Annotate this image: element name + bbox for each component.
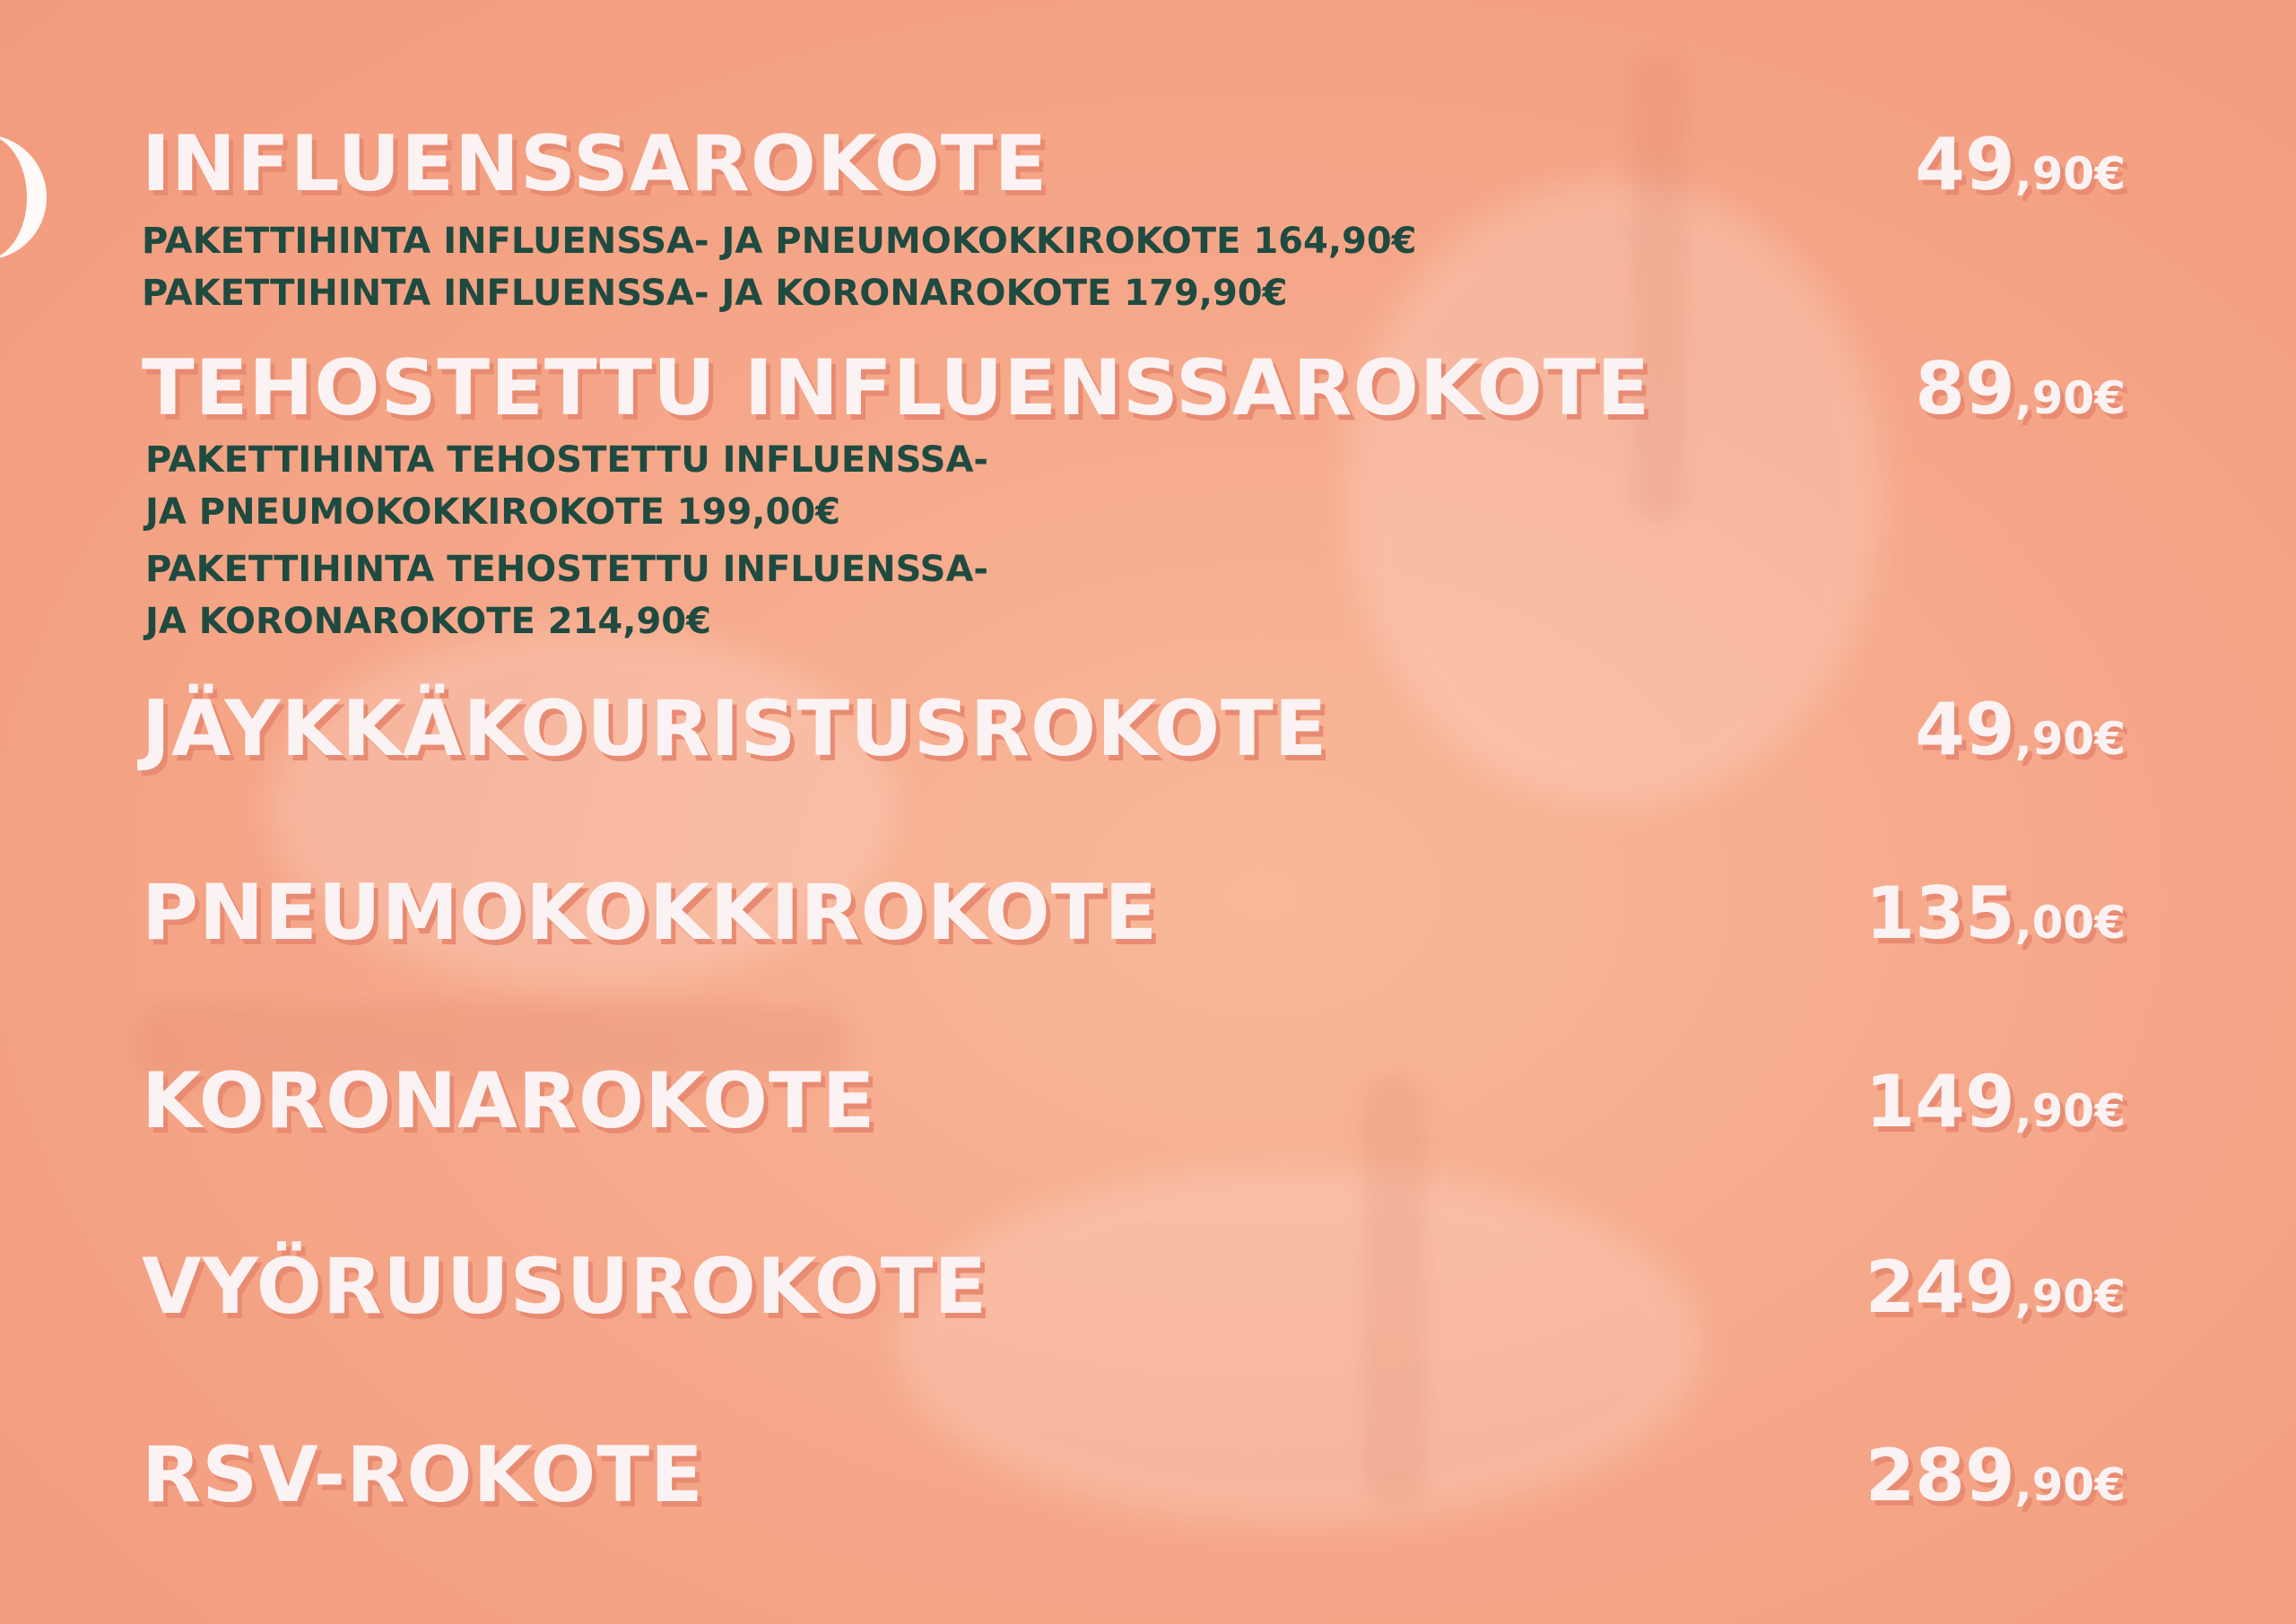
item-title: INFLUENSSAROKOTE — [142, 119, 1048, 209]
background-blur — [897, 1166, 1704, 1524]
item-price: 249,90€ — [1865, 1246, 2126, 1329]
logo-arc — [0, 135, 47, 260]
item-title: JÄYKKÄKOURISTUSROKOTE — [142, 684, 1328, 774]
item-price: 89,90€ — [1915, 347, 2126, 430]
item-title: VYÖRUUSUROKOTE — [142, 1242, 988, 1332]
package-price-note: PAKETTIHINTA INFLUENSSA- JA PNEUMOKOKKIROKOTE 164,90€ — [142, 221, 1417, 262]
item-price: 135,00€ — [1865, 872, 2126, 955]
package-price-note: JA KORONAROKOTE 214,90€ — [145, 601, 711, 642]
item-title: TEHOSTETTU INFLUENSSAROKOTE — [142, 343, 1651, 433]
item-price: 49,90€ — [1915, 688, 2126, 771]
background-blur — [1363, 1076, 1426, 1507]
item-price: 289,90€ — [1865, 1434, 2126, 1517]
background-blur — [1632, 54, 1686, 520]
item-price: 49,90€ — [1915, 123, 2126, 206]
package-price-note: PAKETTIHINTA TEHOSTETTU INFLUENSSA- — [145, 549, 988, 590]
package-price-note: JA PNEUMOKOKKIROKOTE 199,00€ — [145, 491, 840, 533]
package-price-note: PAKETTIHINTA TEHOSTETTU INFLUENSSA- — [145, 439, 988, 481]
background-blur — [1345, 179, 1883, 807]
package-price-note: PAKETTIHINTA INFLUENSSA- JA KORONAROKOTE 179,90€ — [142, 273, 1288, 314]
item-title: RSV-ROKOTE — [142, 1430, 704, 1520]
item-title: KORONAROKOTE — [142, 1056, 876, 1146]
item-title: PNEUMOKOKKIROKOTE — [142, 868, 1159, 958]
item-price: 149,90€ — [1865, 1060, 2126, 1143]
